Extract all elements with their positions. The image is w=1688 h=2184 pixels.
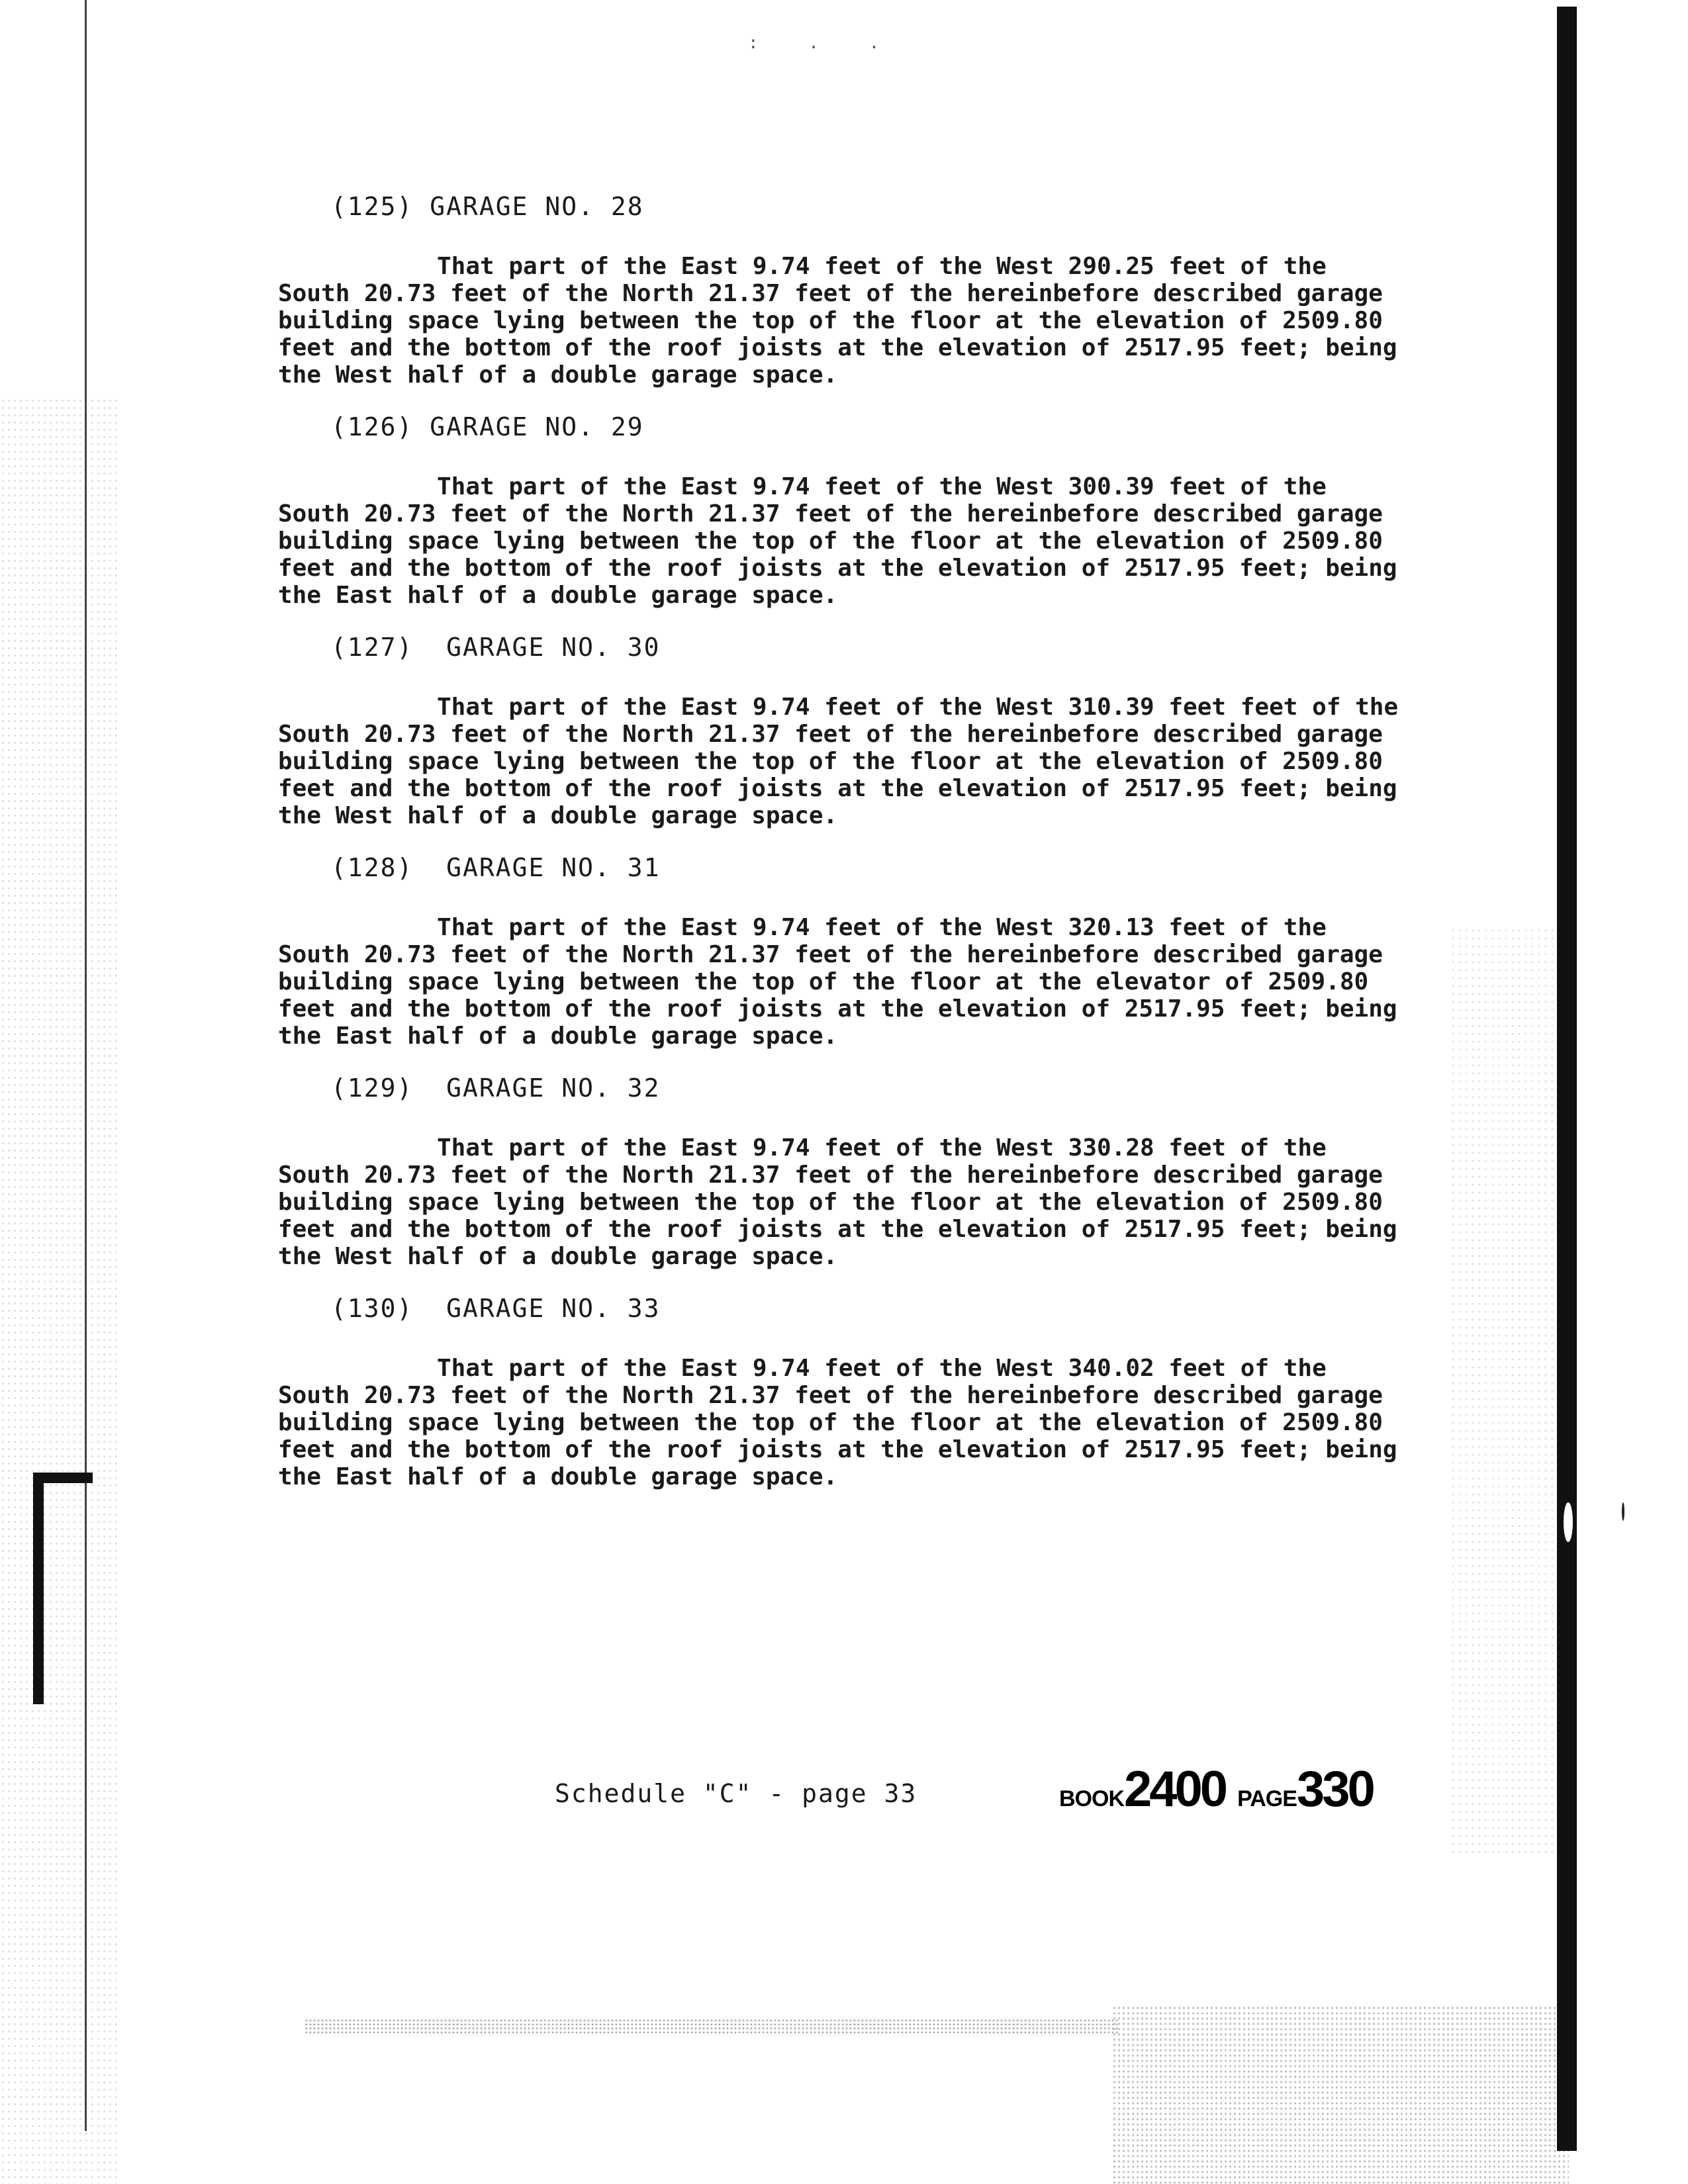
schedule-page-label: Schedule "C" - page 33	[555, 1779, 917, 1808]
entry-128	[278, 853, 1403, 1050]
entry-description: That part of the East 9.74 feet of the West 300.39 feet of the South 20.73 feet of the North 21.37 feet of the hereinbefore described garage building space lying between the top of the floor at the elevation of 2509.80 feet and the bottom of the roof joists at the elevation of 2517.95 feet; being the East half of a double garage space.	[278, 473, 1397, 609]
entry-description: That part of the East 9.74 feet of the West 340.02 feet of the South 20.73 feet of the North 21.37 feet of the hereinbefore described garage building space lying between the top of the floor at the elevation of 2509.80 feet and the bottom of the roof joists at the elevation of 2517.95 feet; being the East half of a double garage space.	[278, 1355, 1397, 1490]
binding-mark-vertical	[33, 1473, 44, 1704]
book-label: BOOK	[1059, 1786, 1124, 1811]
scan-edge-bar	[1557, 7, 1577, 2151]
scan-speck	[1564, 1502, 1573, 1542]
entry-heading: (130) GARAGE NO. 33	[331, 1294, 661, 1323]
document-body	[278, 192, 1403, 1514]
entry-heading: (125) GARAGE NO. 28	[331, 192, 644, 221]
scan-noise-left	[0, 397, 119, 2184]
scan-noise-right	[1450, 927, 1556, 1853]
entry-125	[278, 192, 1403, 388]
scan-noise-bottom-right	[1112, 2005, 1569, 2184]
book-number: 2400	[1124, 1761, 1226, 1817]
scan-speck	[1622, 1502, 1624, 1521]
entry-126	[278, 412, 1403, 609]
entry-description: That part of the East 9.74 feet of the West 320.13 feet of the South 20.73 feet of the North 21.37 feet of the hereinbefore described garage building space lying between the top of the floor at the elevator of 2509.80 feet and the bottom of the roof joists at the elevation of 2517.95 feet; being the East half of a double garage space.	[278, 914, 1397, 1050]
entry-heading: (129) GARAGE NO. 32	[331, 1073, 661, 1103]
entry-heading: (128) GARAGE NO. 31	[331, 853, 661, 882]
entry-129	[278, 1073, 1403, 1270]
page-label: PAGE	[1237, 1786, 1297, 1811]
entry-description: That part of the East 9.74 feet of the West 310.39 feet feet of the South 20.73 feet of the North 21.37 feet of the hereinbefore described garage building space lying between the top of the floor at the elevation of 2509.80 feet and the bottom of the roof joists at the elevation of 2517.95 feet; being the West half of a double garage space.	[278, 694, 1399, 829]
entry-127	[278, 633, 1403, 829]
top-specks: : . .	[748, 33, 900, 53]
left-margin-rule	[85, 0, 87, 2131]
book-page-stamp	[1059, 1760, 1373, 1818]
entry-description: That part of the East 9.74 feet of the West 290.25 feet of the South 20.73 feet of the North 21.37 feet of the hereinbefore described garage building space lying between the top of the floor at the elevation of 2509.80 feet and the bottom of the roof joists at the elevation of 2517.95 feet; being the West half of a double garage space.	[278, 253, 1397, 388]
entry-description: That part of the East 9.74 feet of the West 330.28 feet of the South 20.73 feet of the North 21.37 feet of the hereinbefore described garage building space lying between the top of the floor at the elevation of 2509.80 feet and the bottom of the roof joists at the elevation of 2517.95 feet; being the West half of a double garage space.	[278, 1134, 1397, 1270]
entry-heading: (127) GARAGE NO. 30	[331, 633, 661, 662]
entry-heading: (126) GARAGE NO. 29	[331, 412, 644, 441]
page-number: 330	[1296, 1761, 1373, 1817]
scan-noise-bottom-strip	[305, 2019, 1119, 2036]
binding-mark-horizontal	[33, 1473, 93, 1483]
entry-130	[278, 1294, 1403, 1490]
